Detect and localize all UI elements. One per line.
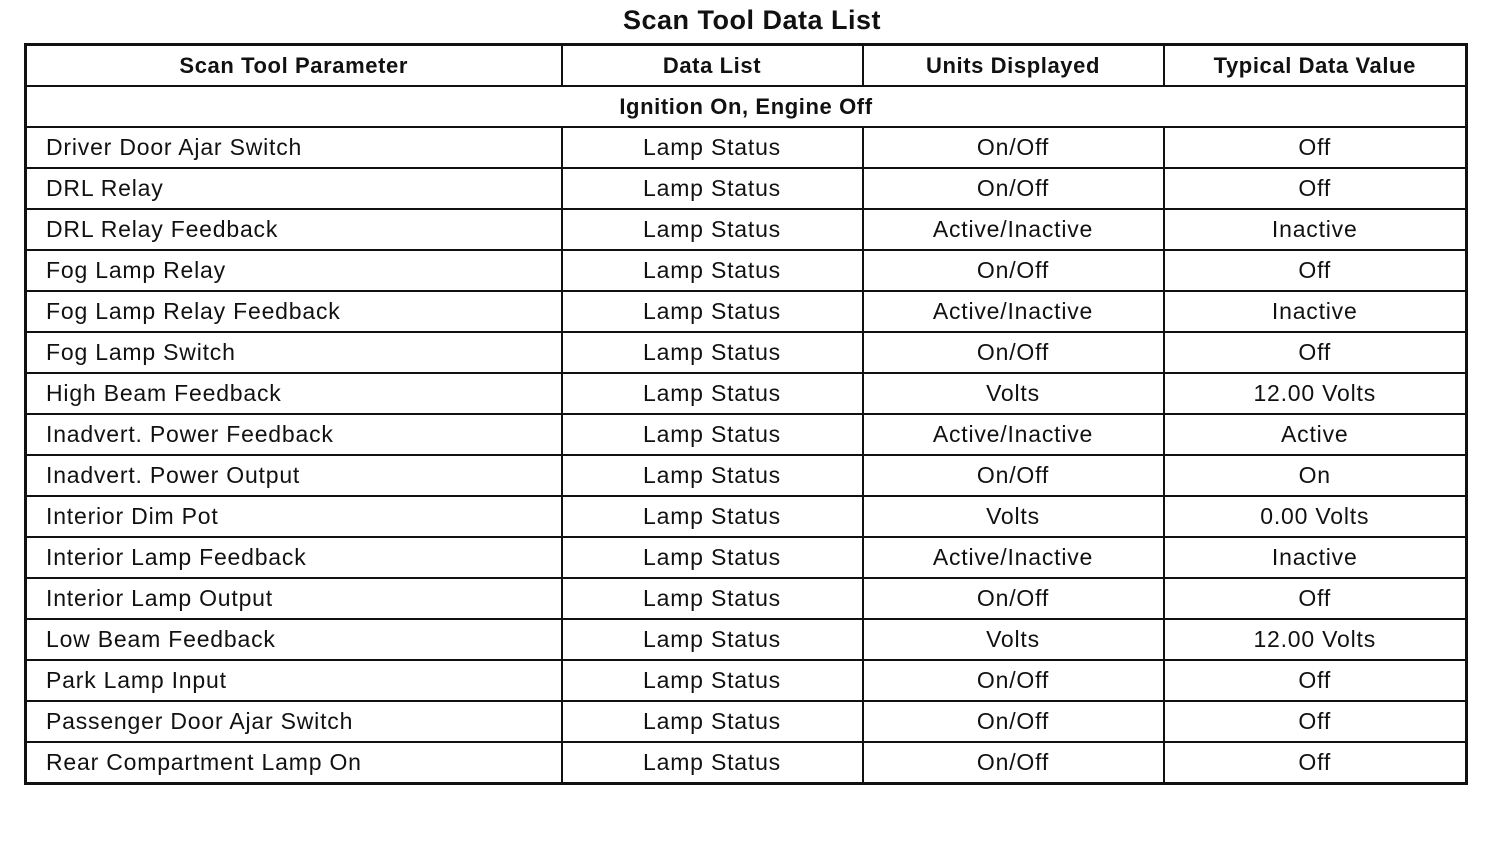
cell-parameter: Passenger Door Ajar Switch <box>26 701 562 742</box>
table-row <box>26 414 1467 455</box>
table-row <box>26 168 1467 209</box>
header-units-displayed: Units Displayed <box>863 45 1164 87</box>
cell-units: Active/Inactive <box>863 414 1164 455</box>
cell-data-list: Lamp Status <box>562 619 863 660</box>
cell-parameter: Park Lamp Input <box>26 660 562 701</box>
cell-typical-value: 12.00 Volts <box>1164 373 1467 414</box>
header-typical-data-value: Typical Data Value <box>1164 45 1467 87</box>
section-row <box>26 86 1467 127</box>
cell-typical-value: Off <box>1164 168 1467 209</box>
header-scan-tool-parameter: Scan Tool Parameter <box>26 45 562 87</box>
cell-parameter: DRL Relay Feedback <box>26 209 562 250</box>
cell-data-list: Lamp Status <box>562 660 863 701</box>
cell-parameter: Driver Door Ajar Switch <box>26 127 562 168</box>
table-row <box>26 250 1467 291</box>
cell-data-list: Lamp Status <box>562 291 863 332</box>
cell-units: On/Off <box>863 660 1164 701</box>
cell-typical-value: Off <box>1164 660 1467 701</box>
table-row <box>26 373 1467 414</box>
cell-parameter: Low Beam Feedback <box>26 619 562 660</box>
cell-units: On/Off <box>863 455 1164 496</box>
table-body <box>26 86 1467 784</box>
cell-typical-value: Inactive <box>1164 537 1467 578</box>
cell-typical-value: Off <box>1164 250 1467 291</box>
cell-parameter: Interior Lamp Output <box>26 578 562 619</box>
cell-units: On/Off <box>863 168 1164 209</box>
cell-typical-value: Off <box>1164 127 1467 168</box>
table-row <box>26 209 1467 250</box>
table-row <box>26 455 1467 496</box>
table-row <box>26 660 1467 701</box>
table-row <box>26 619 1467 660</box>
cell-units: On/Off <box>863 578 1164 619</box>
scan-tool-data-table <box>24 43 1468 785</box>
cell-typical-value: Off <box>1164 332 1467 373</box>
cell-units: On/Off <box>863 701 1164 742</box>
cell-typical-value: Off <box>1164 578 1467 619</box>
cell-typical-value: Off <box>1164 742 1467 784</box>
cell-units: Active/Inactive <box>863 537 1164 578</box>
cell-data-list: Lamp Status <box>562 168 863 209</box>
cell-units: Active/Inactive <box>863 209 1164 250</box>
cell-data-list: Lamp Status <box>562 209 863 250</box>
cell-units: On/Off <box>863 250 1164 291</box>
cell-units: On/Off <box>863 127 1164 168</box>
table-row <box>26 127 1467 168</box>
header-data-list: Data List <box>562 45 863 87</box>
cell-units: On/Off <box>863 332 1164 373</box>
table-row <box>26 701 1467 742</box>
table-row <box>26 291 1467 332</box>
cell-parameter: Inadvert. Power Output <box>26 455 562 496</box>
cell-parameter: Rear Compartment Lamp On <box>26 742 562 784</box>
cell-parameter: Inadvert. Power Feedback <box>26 414 562 455</box>
cell-parameter: DRL Relay <box>26 168 562 209</box>
cell-typical-value: Inactive <box>1164 209 1467 250</box>
cell-units: Active/Inactive <box>863 291 1164 332</box>
cell-data-list: Lamp Status <box>562 455 863 496</box>
table-row <box>26 578 1467 619</box>
cell-units: Volts <box>863 496 1164 537</box>
cell-data-list: Lamp Status <box>562 332 863 373</box>
table-row <box>26 537 1467 578</box>
cell-data-list: Lamp Status <box>562 701 863 742</box>
cell-data-list: Lamp Status <box>562 742 863 784</box>
table-row <box>26 496 1467 537</box>
cell-typical-value: Inactive <box>1164 291 1467 332</box>
cell-data-list: Lamp Status <box>562 127 863 168</box>
cell-units: Volts <box>863 619 1164 660</box>
cell-data-list: Lamp Status <box>562 496 863 537</box>
cell-units: On/Off <box>863 742 1164 784</box>
cell-typical-value: Off <box>1164 701 1467 742</box>
cell-data-list: Lamp Status <box>562 414 863 455</box>
table-row <box>26 742 1467 784</box>
cell-data-list: Lamp Status <box>562 250 863 291</box>
page-title: Scan Tool Data List <box>622 5 882 35</box>
cell-parameter: Fog Lamp Switch <box>26 332 562 373</box>
cell-typical-value: Active <box>1164 414 1467 455</box>
cell-typical-value: 12.00 Volts <box>1164 619 1467 660</box>
cell-typical-value: 0.00 Volts <box>1164 496 1467 537</box>
cell-data-list: Lamp Status <box>562 578 863 619</box>
cell-parameter: Fog Lamp Relay Feedback <box>26 291 562 332</box>
cell-typical-value: On <box>1164 455 1467 496</box>
cell-parameter: Fog Lamp Relay <box>26 250 562 291</box>
cell-units: Volts <box>863 373 1164 414</box>
cell-parameter: Interior Dim Pot <box>26 496 562 537</box>
cell-parameter: Interior Lamp Feedback <box>26 537 562 578</box>
table-row <box>26 332 1467 373</box>
table-header-row <box>26 45 1467 87</box>
cell-data-list: Lamp Status <box>562 537 863 578</box>
section-heading: Ignition On, Engine Off <box>26 86 1467 127</box>
cell-parameter: High Beam Feedback <box>26 373 562 414</box>
cell-data-list: Lamp Status <box>562 373 863 414</box>
